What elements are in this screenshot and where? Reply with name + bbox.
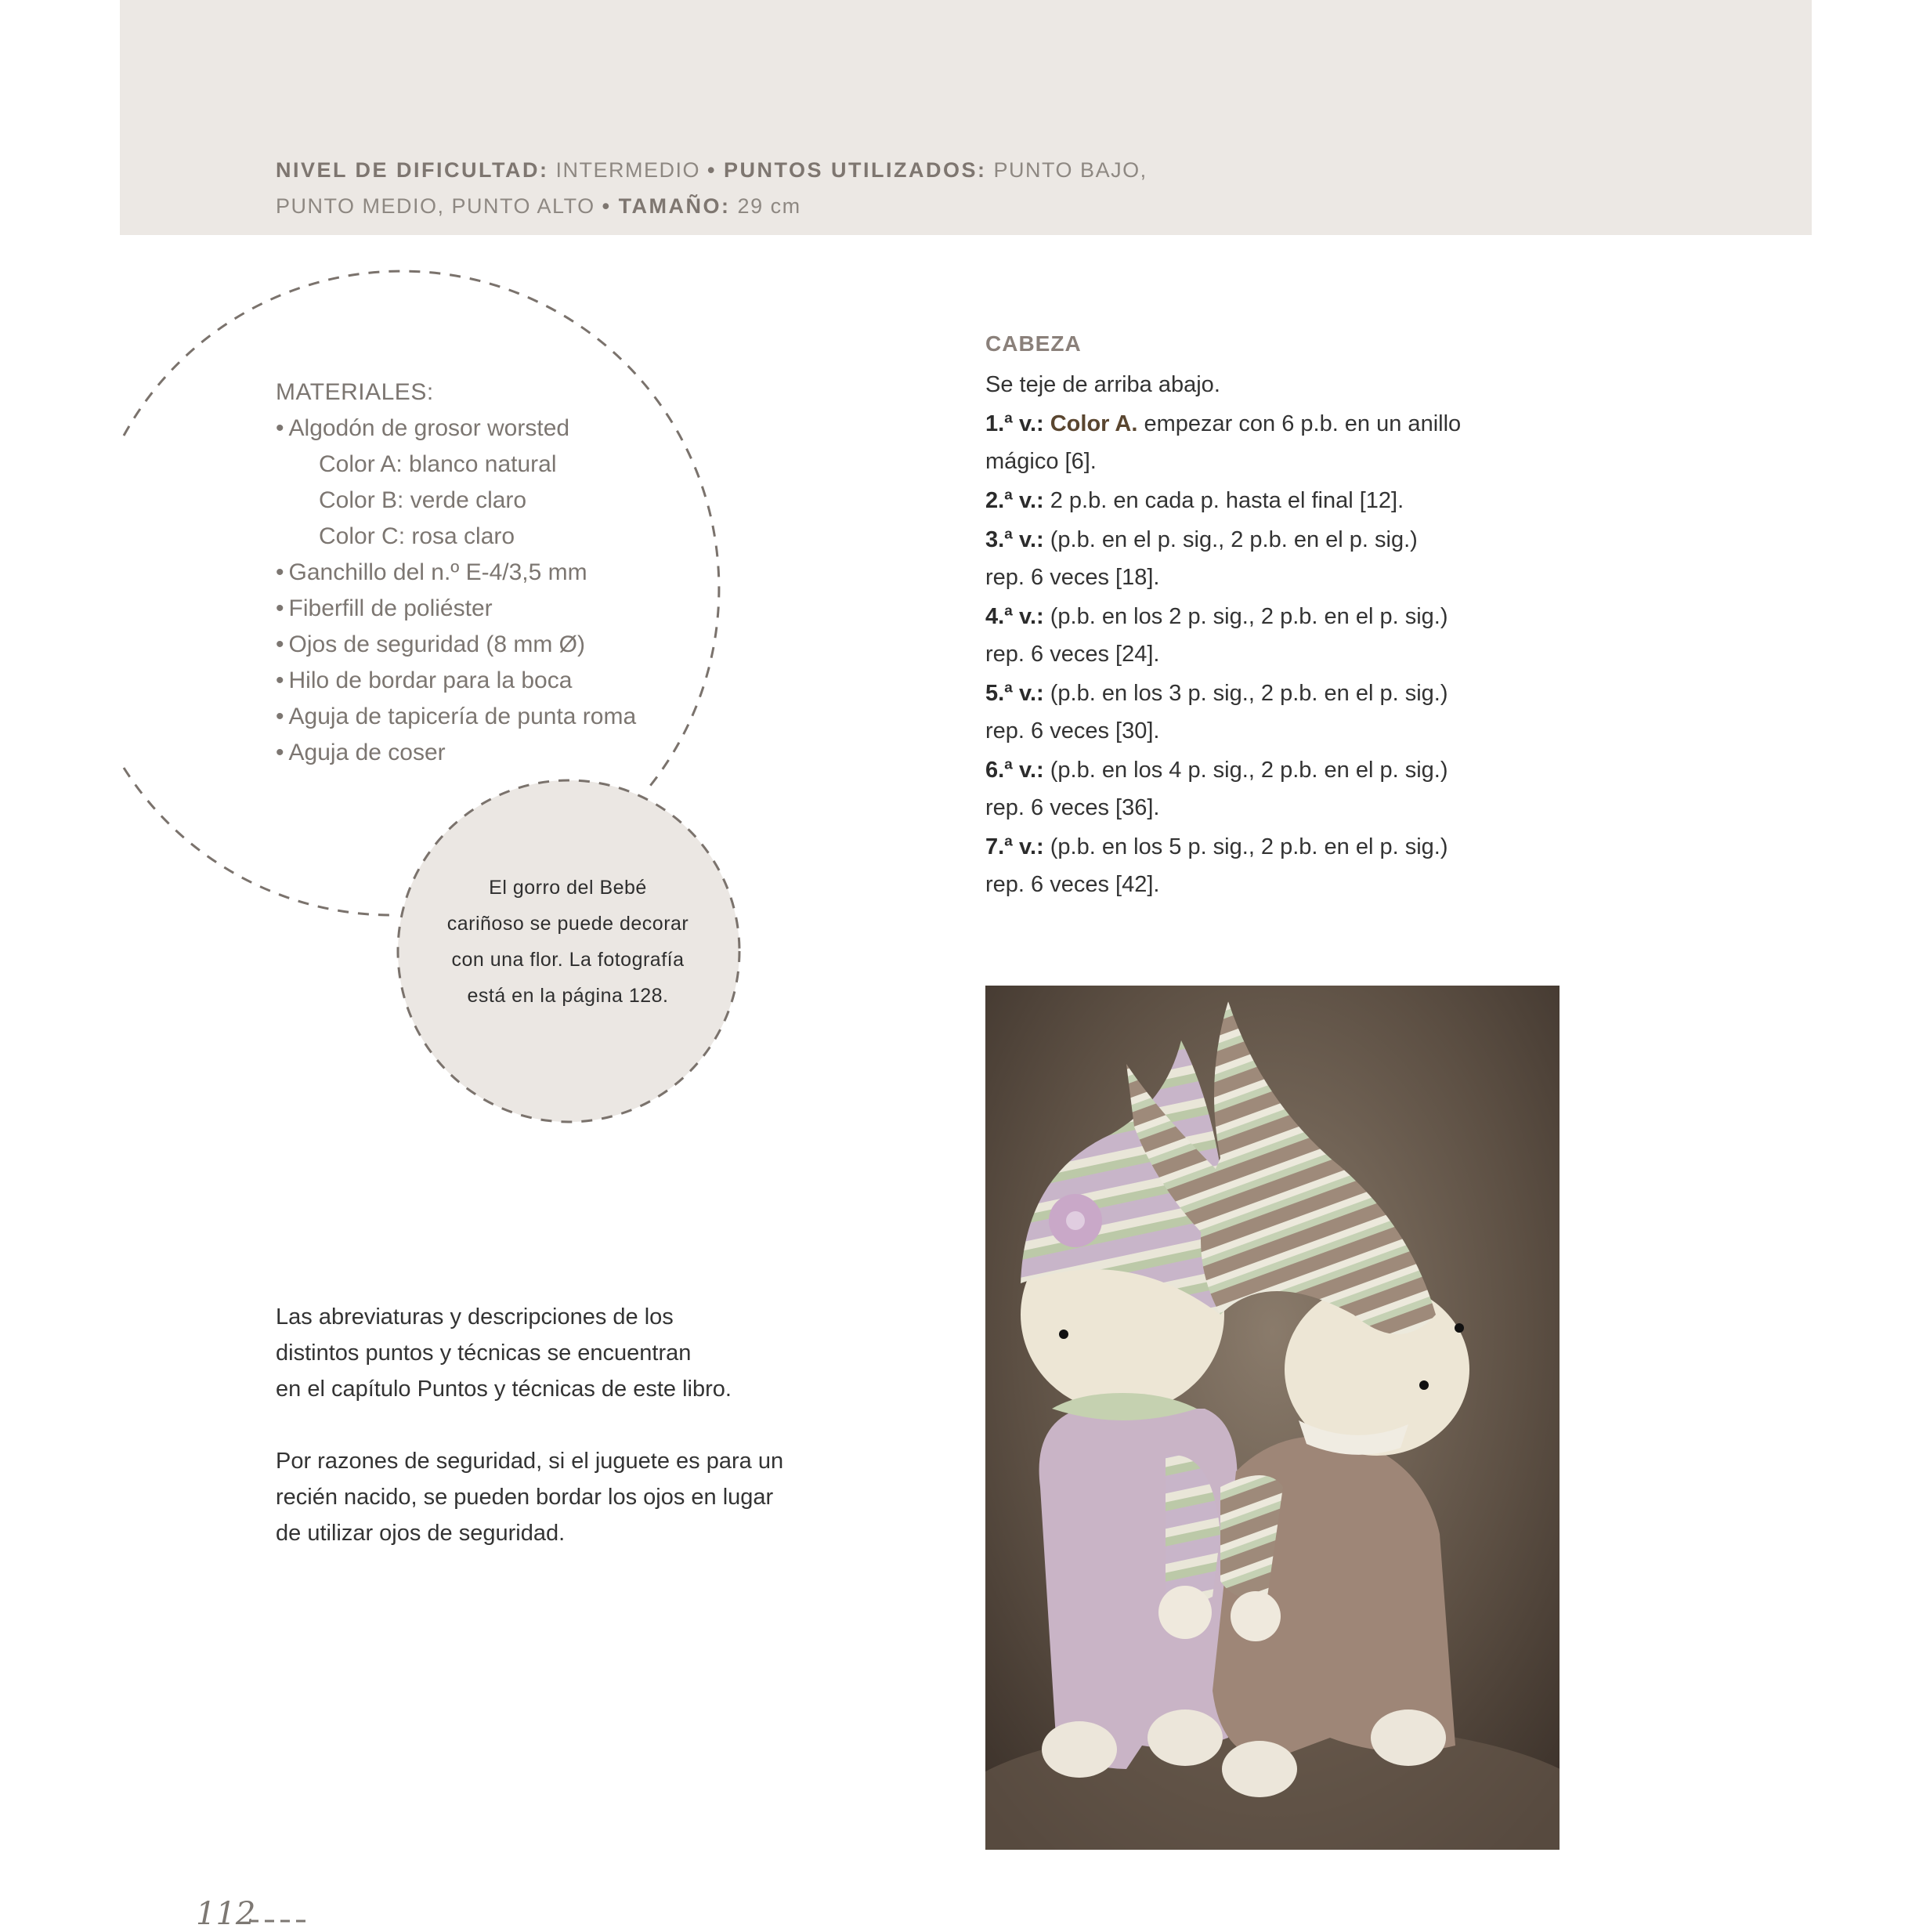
round-row: 1.ª v.: Color A. empezar con 6 p.b. en un anillo mágico [6]. [985,411,1462,474]
material-item: • Aguja de coser [276,740,446,765]
abbreviations-note [276,1299,808,1587]
round-row: 7.ª v.: (p.b. en los 5 p. sig., 2 p.b. en el p. sig.) rep. 6 veces [42]. [985,834,1448,897]
stitches-label: PUNTOS UTILIZADOS: [724,158,987,182]
material-item: • Fiberfill de poliéster [276,595,493,621]
round-row: 5.ª v.: (p.b. en los 3 p. sig., 2 p.b. en el p. sig.) rep. 6 veces [30]. [985,681,1448,743]
large-dashed-arc-lower [124,768,395,915]
material-subitem: Color C: rosa claro [319,523,515,549]
materials-list [276,374,636,771]
round-row: 6.ª v.: (p.b. en los 4 p. sig., 2 p.b. en el p. sig.) rep. 6 veces [36]. [985,758,1448,820]
head-pattern [985,325,1518,905]
materials-title: MATERIALES: [276,379,434,405]
difficulty-value: INTERMEDIO [555,158,701,182]
round-row: 4.ª v.: (p.b. en los 2 p. sig., 2 p.b. en el p. sig.) rep. 6 veces [24]. [985,604,1448,667]
size-label: TAMAÑO: [618,194,731,218]
material-item: • Ganchillo del n.º E-4/3,5 mm [276,559,587,585]
hat-note: El gorro del Bebé cariñoso se puede decorar con una flor. La fotografía está en la página 128. [446,877,689,1007]
material-item: • Algodón de grosor worsted [276,415,570,441]
separator: • [707,158,717,182]
separator: • [602,194,612,218]
material-item: • Ojos de seguridad (8 mm Ø) [276,631,585,657]
stitches-value: PUNTO BAJO, [993,158,1148,182]
material-subitem: Color A: blanco natural [319,451,557,477]
material-item: • Aguja de tapicería de punta roma [276,704,637,729]
abbreviations-paragraph: Las abreviaturas y descripciones de los distintos puntos y técnicas se encuentran en el capítulo Puntos y técnicas de este libro. [276,1304,732,1402]
stitches-value-cont: PUNTO MEDIO, PUNTO ALTO [276,194,595,218]
section-title: CABEZA [985,331,1082,356]
safety-paragraph: Por razones de seguridad, si el juguete es para un recién nacido, se pueden bordar los ojos en lugar de utilizar ojos de seguridad. [276,1449,784,1546]
dolls-photo [985,986,1560,1850]
material-subitem: Color B: verde claro [319,487,527,513]
material-item: • Hilo de bordar para la boca [276,668,573,693]
difficulty-label: NIVEL DE DIFICULTAD: [276,158,549,182]
pattern-intro: Se teje de arriba abajo. [985,372,1220,397]
round-row: 2.ª v.: 2 p.b. en cada p. hasta el final [12]. [985,488,1404,513]
page-number-dashes [249,1919,312,1923]
round-row: 3.ª v.: (p.b. en el p. sig., 2 p.b. en el p. sig.) rep. 6 veces [18]. [985,527,1418,590]
size-value: 29 cm [737,194,801,218]
page-number: 112 [196,1896,256,1932]
